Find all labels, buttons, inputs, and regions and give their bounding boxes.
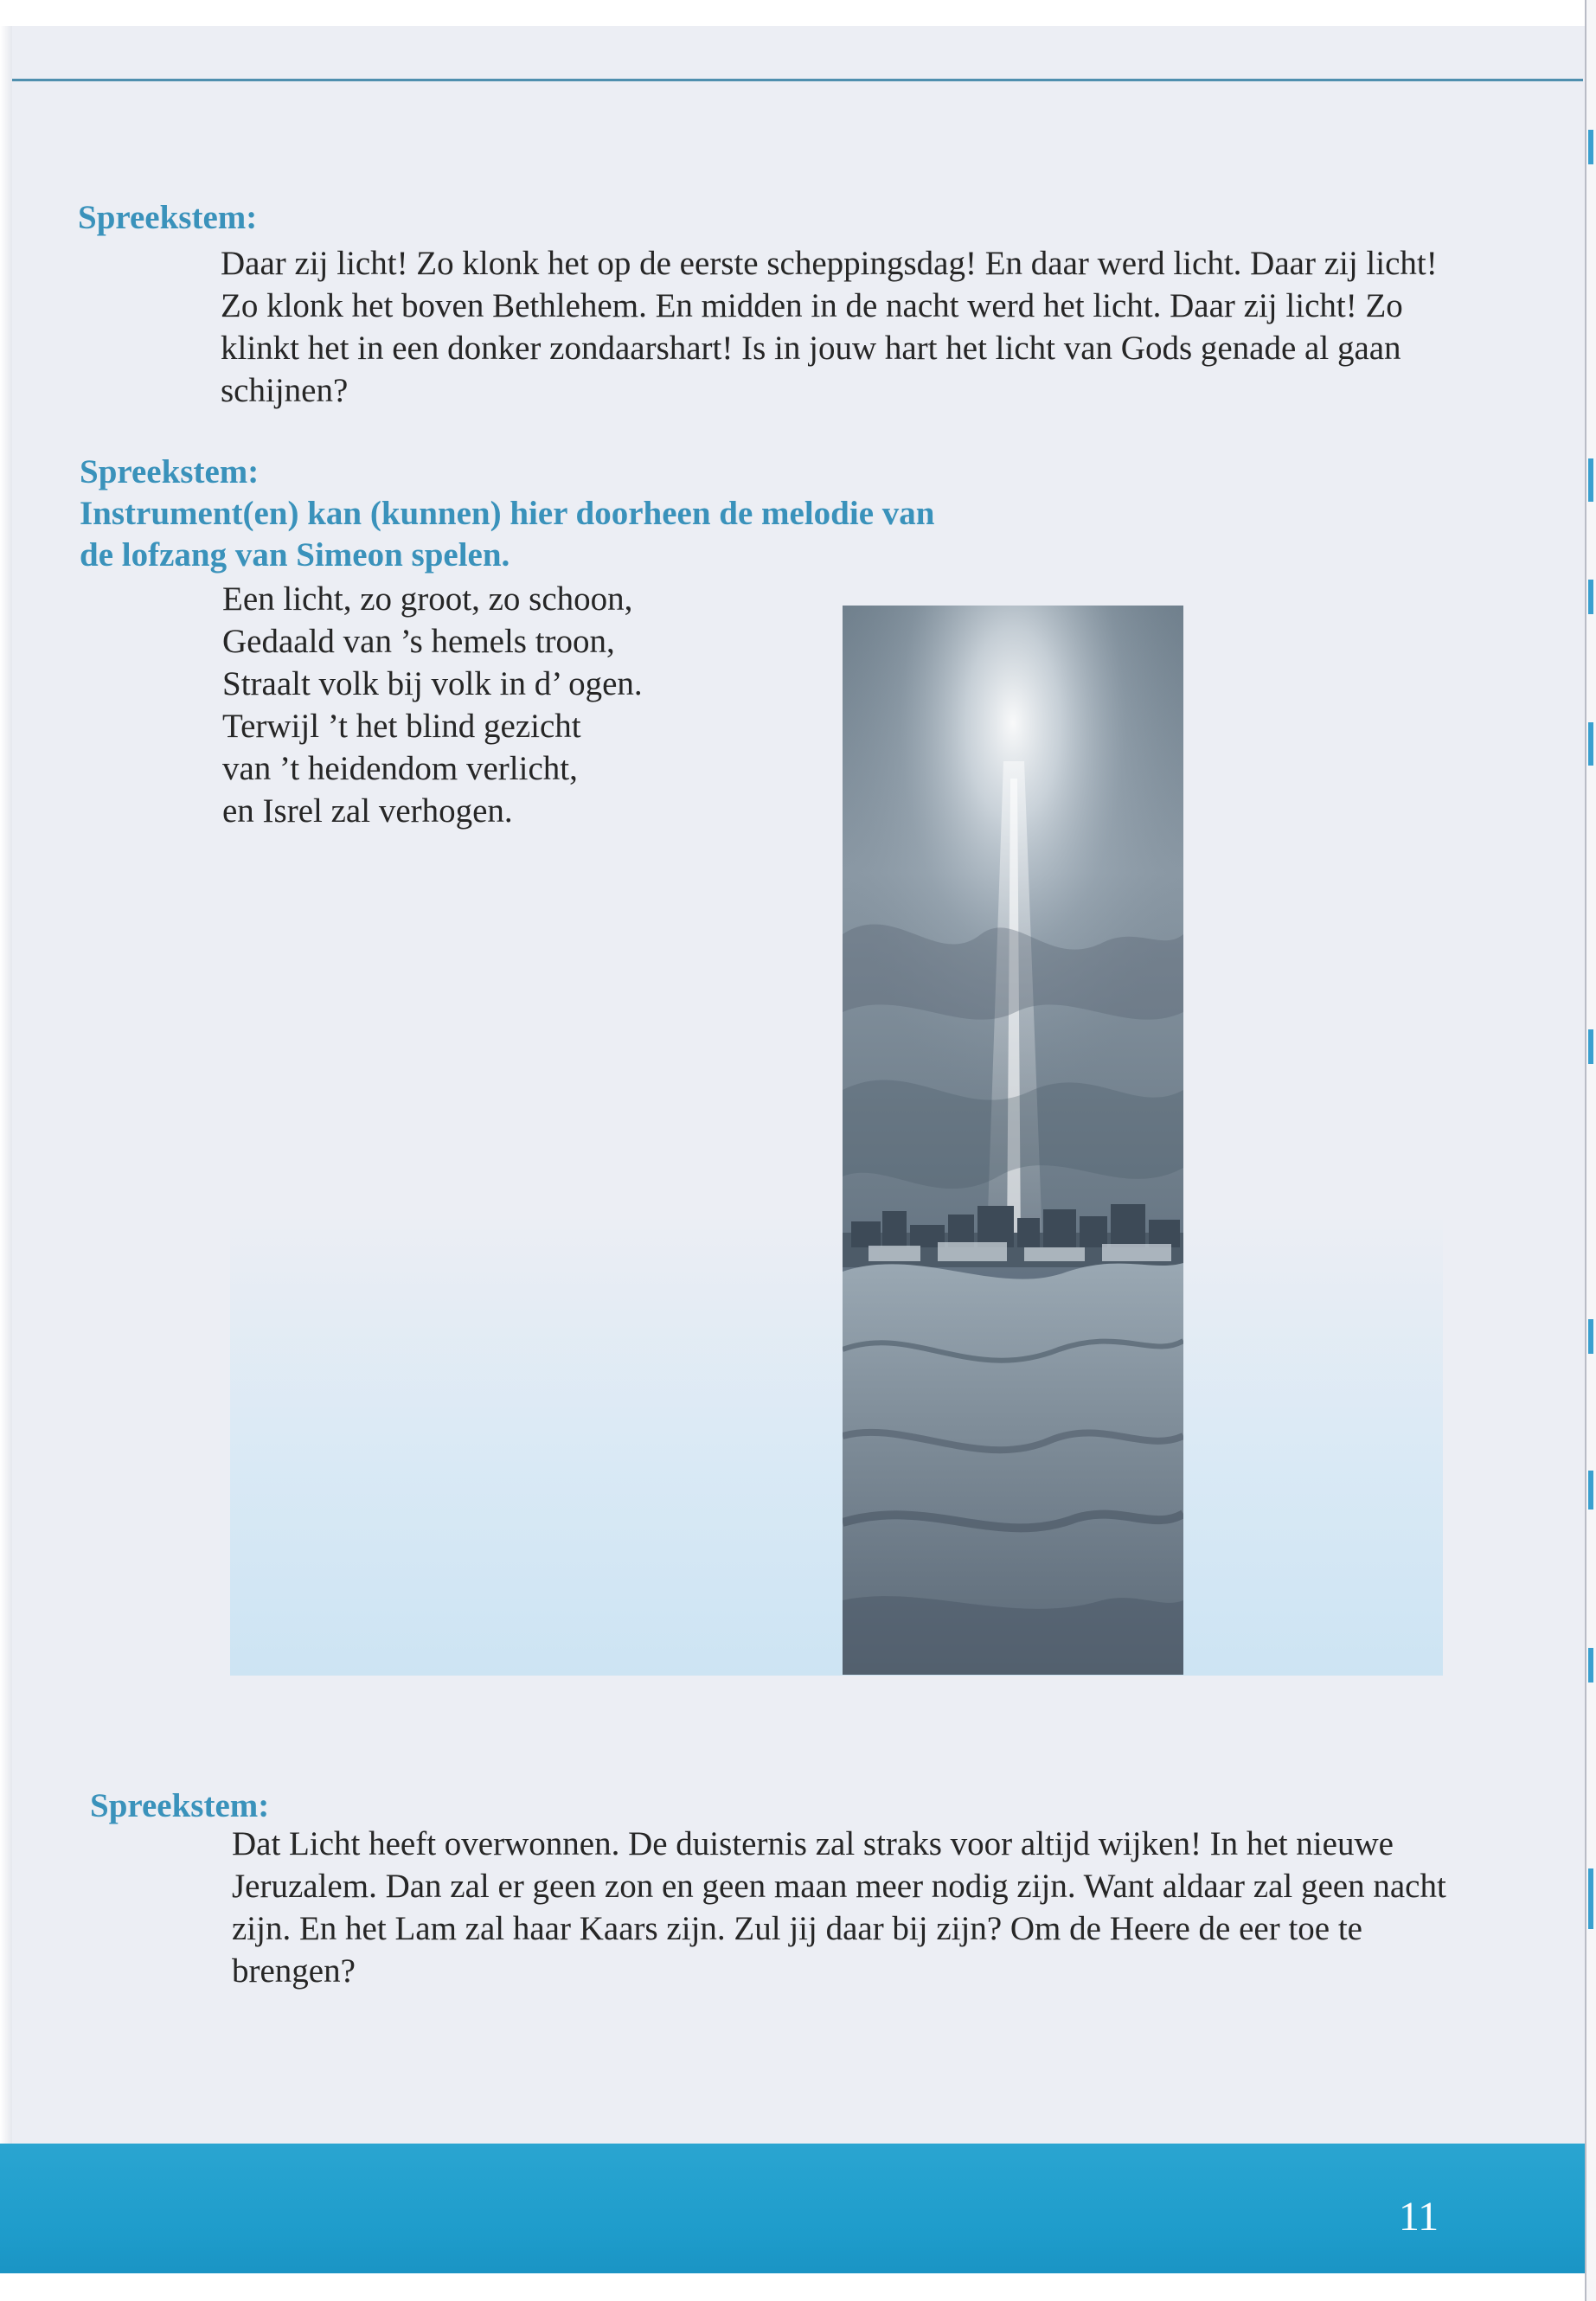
poem-line: Terwijl ’t het blind gezicht [222,708,581,745]
next-page-edge [1585,0,1596,2301]
edge-color-mark [1588,130,1593,164]
speaker-heading-2: Spreekstem: [80,453,260,490]
paragraph-text: Dat Licht heeft overwonnen. De duisternis zal straks voor altijd wijken! In het nieuwe Jeruzalem. Dan zal er geen zon en geen maan meer nodig zijn. Want aldaar zal geen nacht zijn. En het Lam zal haar Kaars zijn. Zul jij daar bij zijn? Om de Heere de eer toe te brengen? [232,1825,1446,1990]
edge-color-mark [1588,580,1593,614]
paragraph-new-jerusalem [232,1823,1452,1992]
edge-color-mark [1588,1319,1593,1354]
edge-color-mark [1588,1029,1593,1064]
poem-line: en Isrel zal verhogen. [222,792,513,830]
poem-line: Gedaald van ’s hemels troon, [222,623,615,660]
bethlehem-light-illustration [843,606,1183,1675]
bethlehem-light-image [843,606,1183,1675]
page-number: 11 [1398,2194,1439,2240]
edge-color-mark [1588,722,1593,766]
instruction-line-2: de lofzang van Simeon spelen. [80,536,510,574]
bottom-margin [0,2273,1596,2301]
poem-line: Een licht, zo groot, zo schoon, [222,580,633,618]
speaker-heading-1: Spreekstem: [78,199,258,236]
instruction-line-1: Instrument(en) kan (kunnen) hier doorheen de melodie van [80,495,935,532]
footer-band [0,2144,1585,2273]
poem-simeon [222,578,828,832]
edge-color-mark [1588,458,1593,502]
edge-color-mark [1588,1648,1593,1682]
poem-line: van ’t heidendom verlicht, [222,750,578,787]
background-gradient-panel [230,1211,1443,1676]
edge-color-mark [1588,1868,1593,1929]
page-gutter-shadow [0,26,12,2275]
edge-color-mark [1588,1471,1593,1509]
speaker-heading-3: Spreekstem: [90,1787,270,1824]
header-rule [12,79,1583,81]
paragraph-text: Daar zij licht! Zo klonk het op de eerste scheppingsdag! En daar werd licht. Daar zij licht! Zo klonk het boven Bethlehem. En midden in de nacht werd het licht. Daar zij licht! Zo klinkt het in een donker zondaarshart! Is in jouw hart het licht van Gods genade al gaan schijnen? [221,245,1438,409]
poem-line: Straalt volk bij volk in d’ ogen. [222,665,643,702]
top-margin [0,0,1596,26]
paragraph-light-creation [221,242,1449,412]
